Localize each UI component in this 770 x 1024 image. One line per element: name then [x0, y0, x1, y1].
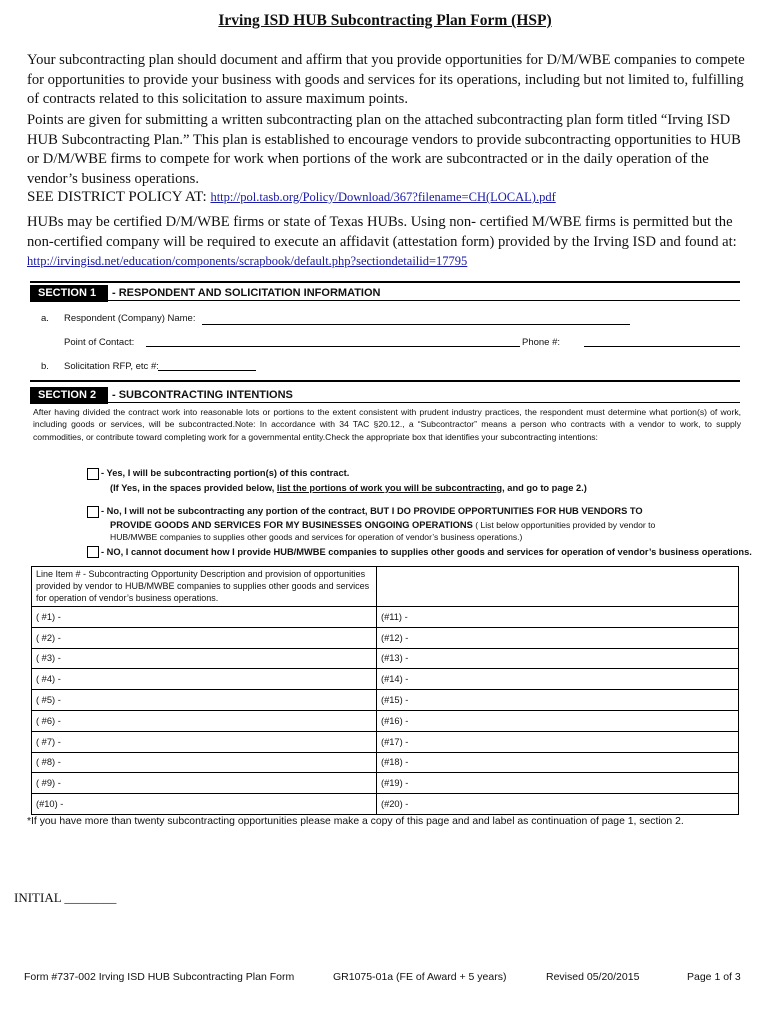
option-no2: - NO, I cannot document how I provide HUB/MWBE companies to supplies other goods and services for operation of vendor’s business operations.: [101, 547, 752, 557]
phone-field[interactable]: [584, 335, 740, 347]
phone-label: Phone #:: [522, 337, 561, 348]
section1-label: SECTION 1: [30, 285, 108, 302]
policy-label: SEE DISTRICT POLICY AT:: [27, 189, 207, 205]
line-item-5[interactable]: ( #5) -: [32, 690, 377, 711]
form-title: Irving ISD HUB Subcontracting Plan Form (HSP): [218, 12, 552, 29]
respondent-label: Respondent (Company) Name:: [64, 313, 196, 324]
option-no1-line2-bold: PROVIDE GOODS AND SERVICES FOR MY BUSINESSES ONGOING OPERATIONS: [110, 520, 473, 530]
table-row: [32, 648, 739, 669]
line-item-15[interactable]: (#15) -: [377, 690, 739, 711]
hubs-paragraph: [27, 213, 753, 272]
section2-description: After having divided the contract work into reasonable lots or portions to the extent consistent with prudent industry practices, the respondent must determine what portion(s) of work, including goods or services, will be subcontracted.Note: In accordance with 34 TAC §20.12., a “Subcontractor” means a person who contracts with a vendor to work, to supply commodities, or contribute toward completing work for a governmental entity.Check the appropriate box that identifies your subcontracting intentions:: [33, 407, 741, 442]
contact-field[interactable]: [146, 335, 520, 347]
option-yes-line2-underlined: list the portions of work you will be subcontracting: [276, 483, 503, 493]
section1-b-marker: b.: [41, 361, 49, 372]
table-header-empty-cell: [377, 567, 739, 607]
table-header-cell: Line Item # - Subcontracting Opportunity Description and provision of opportunities provided by vendor to HUB/MWBE companies to supplies other goods and services for operation of vendor’s business operations.: [32, 567, 377, 607]
initial-line[interactable]: INITIAL ________: [14, 890, 117, 905]
hubs-text: HUBs may be certified D/M/WBE firms or state of Texas HUBs. Using non- certified M/WBE firms is permitted but the non-certified company will be required to execute an affidavit (attestation form) provided by the Irving ISD and found at:: [27, 214, 737, 250]
solicitation-field[interactable]: [158, 359, 256, 371]
line-item-19[interactable]: (#19) -: [377, 773, 739, 794]
table-row: [32, 794, 739, 815]
table-header-row: [32, 567, 739, 607]
intro-paragraph: Your subcontracting plan should document and affirm that you provide opportunities for D/M/WBE companies to compete for opportunities to provide your business with goods and services for its operations, including but not limited to, fulfilling of contracts related to this solicitation to assure maximum points.: [27, 52, 745, 107]
line-item-16[interactable]: (#16) -: [377, 710, 739, 731]
line-item-18[interactable]: (#18) -: [377, 752, 739, 773]
solicitation-label: Solicitation RFP, etc #:: [64, 361, 159, 372]
section2-title-rule: [106, 402, 740, 403]
line-item-8[interactable]: ( #8) -: [32, 752, 377, 773]
section2-title: - SUBCONTRACTING INTENTIONS: [112, 389, 293, 401]
line-item-10[interactable]: (#10) -: [32, 794, 377, 815]
option-no1-line1: - No, I will not be subcontracting any portion of the contract, BUT I DO PROVIDE OPPORTUNITIES FOR HUB VENDORS TO: [101, 506, 643, 516]
line-item-17[interactable]: (#17) -: [377, 731, 739, 752]
policy-line: [27, 188, 753, 208]
option-yes-line2: [110, 482, 587, 494]
points-paragraph: Points are given for submitting a written subcontracting plan on the attached subcontracting plan form titled “Irving ISD HUB Subcontracting Plan.” This plan is established to encourage vendors to provide subcontracting opportunities to HUB or D/M/WBE firms to compete for work when portions of the work are subcontracted or in the daily operation of the vendor’s business operations.: [27, 112, 741, 187]
table-row: [32, 669, 739, 690]
table-row: [32, 690, 739, 711]
line-item-9[interactable]: ( #9) -: [32, 773, 377, 794]
section1-title: - RESPONDENT AND SOLICITATION INFORMATION: [112, 287, 381, 299]
line-item-3[interactable]: ( #3) -: [32, 648, 377, 669]
yes-checkbox[interactable]: [87, 468, 99, 480]
section2-label: SECTION 2: [30, 387, 108, 404]
section2-top-rule: [30, 380, 740, 382]
policy-link[interactable]: http://pol.tasb.org/Policy/Download/367?filename=CH(LOCAL).pdf: [210, 190, 556, 204]
respondent-name-field[interactable]: [202, 313, 630, 325]
line-item-1[interactable]: ( #1) -: [32, 607, 377, 628]
no-cannot-document-checkbox[interactable]: [87, 546, 99, 558]
table-row: [32, 607, 739, 628]
footer-revised: Revised 05/20/2015: [546, 971, 640, 983]
table-row: [32, 773, 739, 794]
section1-a-marker: a.: [41, 313, 49, 324]
table-row: [32, 731, 739, 752]
no-with-opportunities-checkbox[interactable]: [87, 506, 99, 518]
line-item-14[interactable]: (#14) -: [377, 669, 739, 690]
section1-top-rule: [30, 281, 740, 283]
line-item-20[interactable]: (#20) -: [377, 794, 739, 815]
footer-page-number: Page 1 of 3: [687, 971, 741, 983]
line-item-7[interactable]: ( #7) -: [32, 731, 377, 752]
footer-retention: GR1075-01a (FE of Award + 5 years): [333, 971, 507, 983]
line-item-4[interactable]: ( #4) -: [32, 669, 377, 690]
opportunities-table: [31, 566, 739, 815]
line-item-12[interactable]: (#12) -: [377, 627, 739, 648]
table-row: [32, 710, 739, 731]
line-item-11[interactable]: (#11) -: [377, 607, 739, 628]
option-yes-line1: - Yes, I will be subcontracting portion(s) of this contract.: [101, 468, 350, 478]
option-yes-line2-post: , and go to page 2.): [502, 483, 587, 493]
contact-label: Point of Contact:: [64, 337, 135, 348]
table-row: [32, 752, 739, 773]
line-item-2[interactable]: ( #2) -: [32, 627, 377, 648]
section1-title-rule: [106, 300, 740, 301]
option-no1-line3: HUB/MWBE companies to supplies other goods and services for operation of vendor’s business operations.): [110, 532, 523, 542]
line-item-13[interactable]: (#13) -: [377, 648, 739, 669]
option-yes-line2-pre: (If Yes, in the spaces provided below,: [110, 483, 277, 493]
affidavit-link[interactable]: http://irvingisd.net/education/components/scrapbook/default.php?sectiondetailid=17795: [27, 254, 468, 268]
table-row: [32, 627, 739, 648]
line-item-6[interactable]: ( #6) -: [32, 710, 377, 731]
footer-form-number: Form #737-002 Irving ISD HUB Subcontracting Plan Form: [24, 971, 295, 983]
continuation-note: *If you have more than twenty subcontracting opportunities please make a copy of this page and and label as continuation of page 1, section 2.: [27, 816, 684, 827]
option-no1-line2: [110, 519, 655, 531]
option-no1-line2-rest: ( List below opportunities provided by vendor to: [472, 520, 656, 530]
